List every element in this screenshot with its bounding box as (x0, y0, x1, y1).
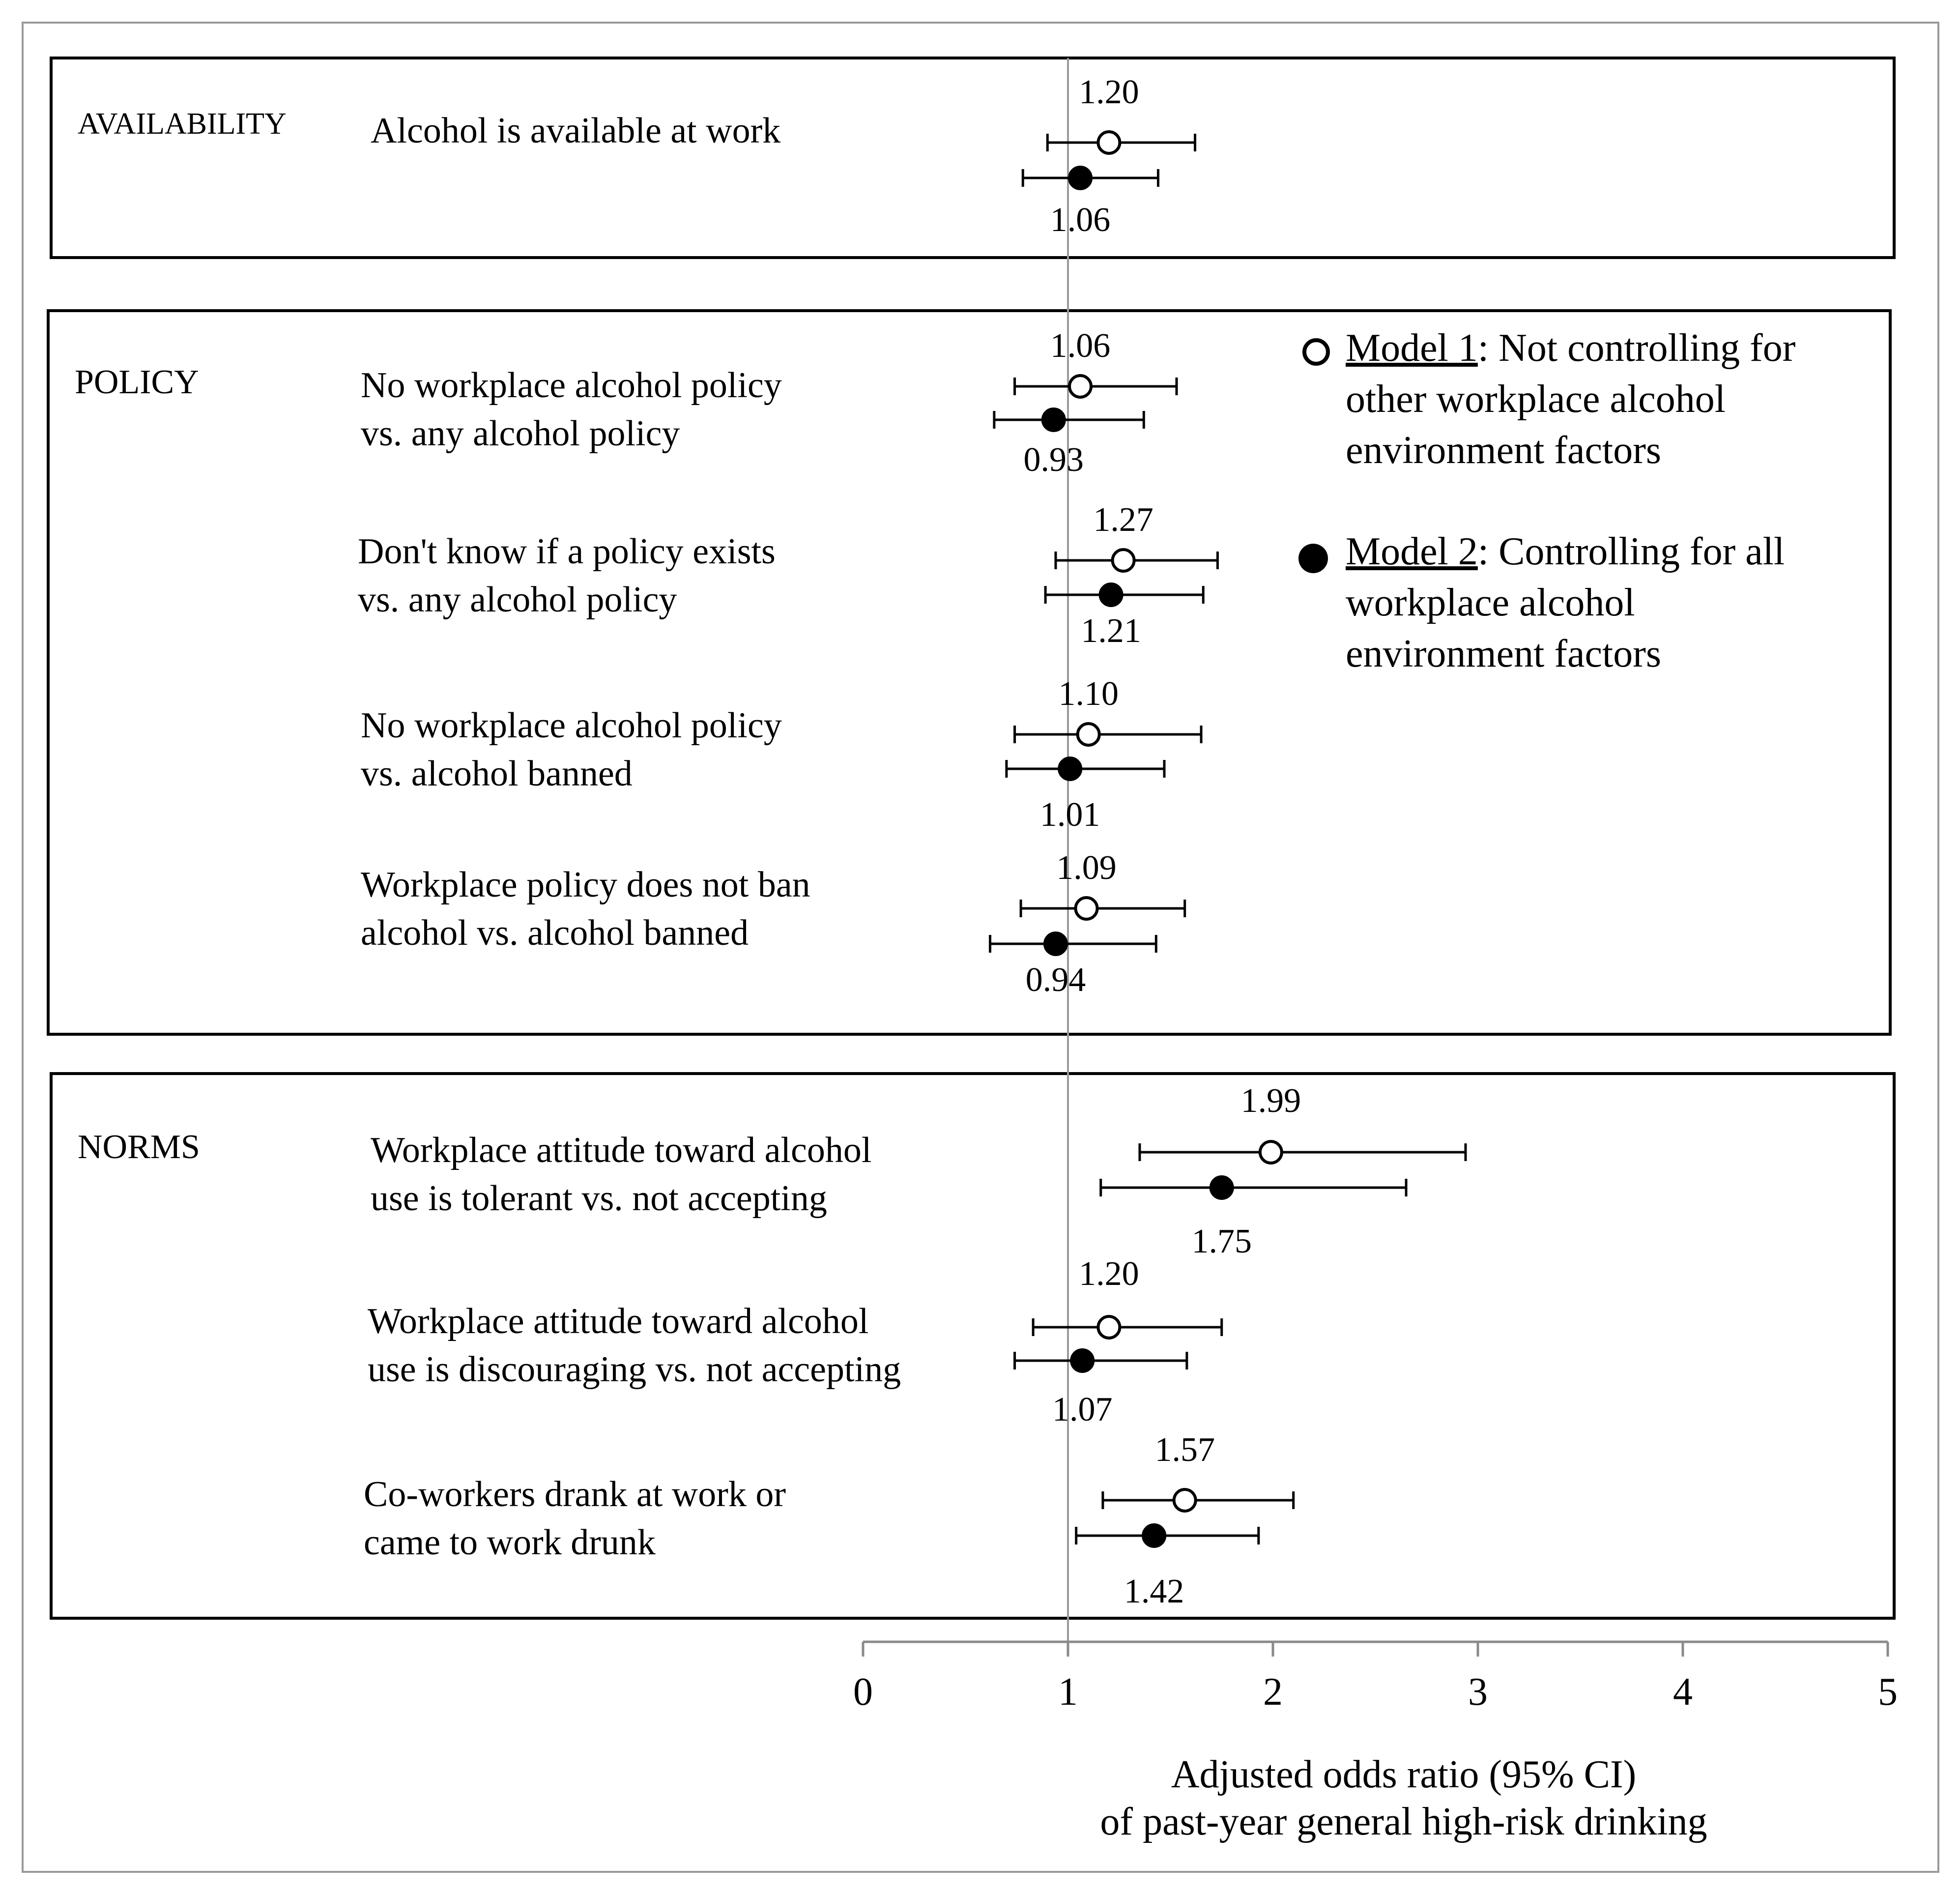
x-tick-label: 3 (1468, 1670, 1488, 1714)
point-model-2 (1070, 1349, 1094, 1372)
row-label-line: use is tolerant vs. not accepting (371, 1178, 827, 1219)
legend-text-line: environment factors (1346, 632, 1661, 675)
group-label-norms: NORMS (78, 1128, 200, 1166)
legend-model-name: Model 1 (1346, 326, 1478, 370)
row-label-line: Co-workers drank at work or (364, 1474, 786, 1514)
point-model-1 (1098, 1316, 1120, 1338)
row-label-line: No workplace alcohol policy (361, 705, 782, 746)
value-label-model-2: 1.75 (1191, 1223, 1252, 1260)
x-tick-label: 0 (853, 1670, 873, 1714)
legend-text-line: workplace alcohol (1346, 581, 1635, 624)
value-label-model-2: 1.01 (1039, 796, 1100, 834)
point-model-1 (1260, 1141, 1282, 1163)
legend-marker-open-circle (1304, 340, 1328, 364)
x-tick-label: 4 (1673, 1670, 1693, 1714)
row-label-line: came to work drunk (364, 1522, 656, 1563)
point-model-1 (1098, 132, 1120, 153)
legend-description: : Controlling for all (1477, 530, 1785, 573)
legend-text-line: other workplace alcohol (1346, 378, 1726, 421)
group-label-availability: AVAILABILITY (78, 107, 287, 141)
point-model-1 (1078, 724, 1099, 745)
point-model-2 (1044, 932, 1067, 956)
legend-marker-filled-circle (1298, 544, 1328, 573)
x-tick-label: 2 (1263, 1670, 1283, 1714)
group-label-policy: POLICY (75, 363, 199, 401)
x-tick-label: 1 (1058, 1670, 1078, 1714)
point-model-2 (1068, 166, 1092, 190)
row-label-line: No workplace alcohol policy (361, 365, 782, 406)
value-label-model-2: 1.06 (1050, 201, 1111, 239)
value-label-model-1: 1.20 (1079, 73, 1139, 111)
point-model-2 (1099, 583, 1123, 607)
legend-text-line: environment factors (1346, 429, 1661, 472)
value-label-model-1: 1.99 (1240, 1082, 1301, 1120)
row-label-line: Workplace attitude toward alcohol (371, 1130, 872, 1170)
point-model-1 (1069, 376, 1091, 397)
x-axis-title-line: of past-year general high-risk drinking (1100, 1800, 1707, 1843)
value-label-model-2: 0.94 (1025, 961, 1086, 999)
point-model-2 (1210, 1176, 1234, 1199)
value-label-model-2: 1.42 (1124, 1573, 1184, 1610)
value-label-model-1: 1.10 (1058, 675, 1119, 713)
row-label-line: vs. any alcohol policy (361, 413, 680, 454)
x-axis-title-line: Adjusted odds ratio (95% CI) (1171, 1753, 1637, 1796)
figure-frame (23, 23, 1938, 1872)
point-model-2 (1042, 408, 1066, 432)
value-label-model-2: 0.93 (1023, 441, 1084, 479)
point-model-1 (1076, 898, 1097, 919)
point-model-2 (1058, 757, 1082, 781)
legend-description: : Not controlling for (1477, 326, 1796, 370)
value-label-model-2: 1.07 (1052, 1391, 1113, 1428)
row-label-line: vs. any alcohol policy (358, 580, 677, 620)
legend-text (1346, 326, 1795, 370)
legend-text (1346, 530, 1785, 573)
value-label-model-2: 1.21 (1081, 612, 1141, 650)
point-model-1 (1174, 1489, 1196, 1511)
value-label-model-1: 1.20 (1079, 1255, 1139, 1293)
row-label-line: Workplace attitude toward alcohol (368, 1301, 869, 1341)
value-label-model-1: 1.09 (1056, 849, 1117, 887)
row-label-line: Workplace policy does not ban (361, 865, 810, 905)
value-label-model-1: 1.57 (1154, 1431, 1215, 1469)
point-model-1 (1113, 550, 1134, 571)
legend-model-name: Model 2 (1346, 530, 1478, 573)
row-label-line: vs. alcohol banned (361, 754, 633, 794)
row-label-line: Alcohol is available at work (371, 111, 781, 151)
row-label-line: alcohol vs. alcohol banned (361, 913, 749, 953)
point-model-2 (1142, 1524, 1166, 1547)
value-label-model-1: 1.06 (1050, 327, 1111, 365)
value-label-model-1: 1.27 (1093, 501, 1153, 539)
row-label-line: Don't know if a policy exists (358, 531, 776, 572)
x-tick-label: 5 (1878, 1670, 1898, 1714)
row-label-line: use is discouraging vs. not accepting (368, 1349, 901, 1390)
